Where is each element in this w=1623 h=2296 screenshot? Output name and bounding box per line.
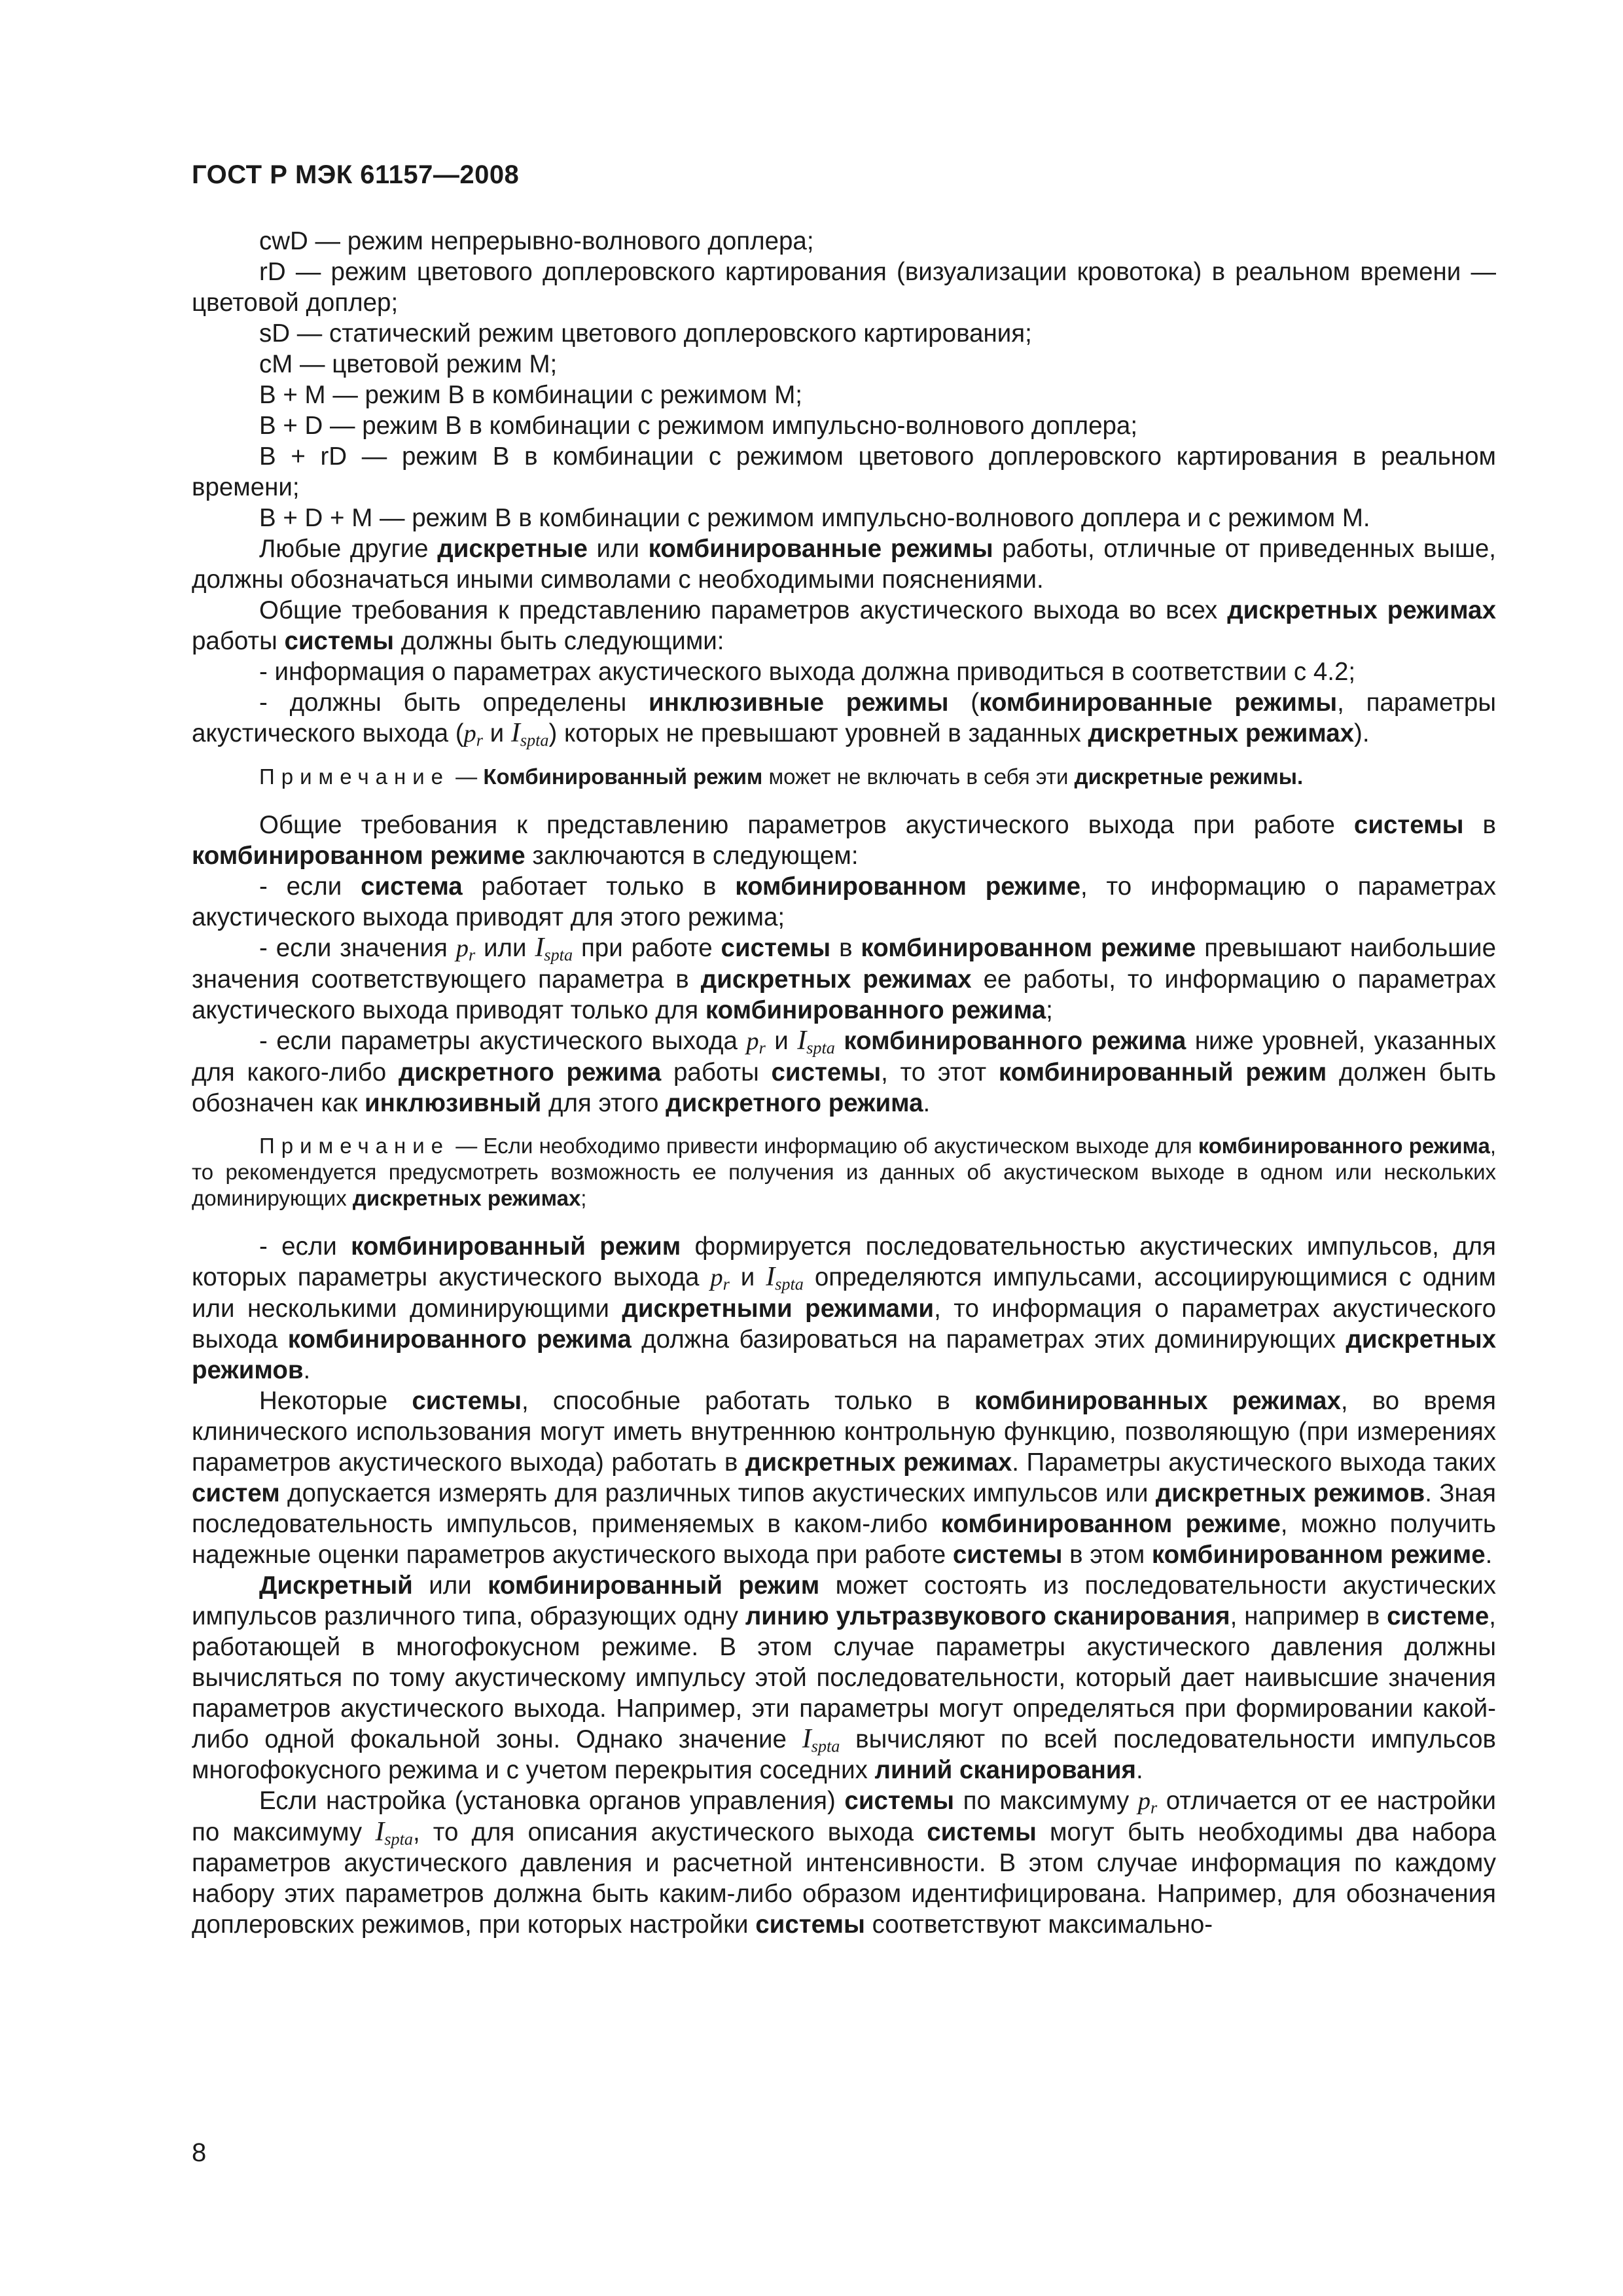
mode-cwd: cwD — режим непрерывно-волнового доплера; (259, 227, 814, 255)
mode-b-d: В + D — режим В в комбинации с режимом импульсно-волнового доплера; (259, 412, 1138, 440)
note-1: Примечание — Комбинированный режим может не включать в себя эти дискретные режимы. (259, 764, 1304, 789)
mode-b-m: В + М — режим В в комбинации с режимом М; (259, 381, 802, 409)
mode-sd: sD — статический режим цветового доплеровского картирования; (259, 319, 1032, 348)
paragraph-discrete-or-combined: Дискретный или комбинированный режим может состоять из последовательности акустических импульсов различного типа, образующих одну линию ультразвукового сканирования, например в системе, работающей в многофокусном режиме. В этом случае параметры акустического давления должны вычисляться по тому акустическому импульсу этой последовательности, который дает наивысшие значения параметров акустического выхода. Например, эти параметры могут определяться при формировании какой-либо одной фокальной зоны. Однако значение $I_{spta}$ вычисляют по всей последовательности импульсов многофокусного режима и с учетом перекрытия соседних линий сканирования. (192, 1571, 1496, 1784)
note-2: Примечание — Если необходимо привести информацию об акустическом выходе для комбинированного режима, то рекомендуется предусмотреть возможность ее получения из данных об акустическом выходе в одном или нескольких доминирующих дискретных режимах; (192, 1134, 1496, 1210)
page-number: 8 (192, 2138, 207, 2167)
list-item-4-2: - информация о параметрах акустического выхода должна приводиться в соответствии с 4.2; (259, 658, 1356, 686)
list-item-inclusive-modes: - должны быть определены инклюзивные режимы (комбинированные режимы, параметры акустического выхода ($p_r$ и $I_{spta}$) которых не превышают уровней в заданных дискретных режимах). (192, 689, 1496, 750)
paragraph-general-requirements: Общие требования к представлению параметров акустического выхода во всех дискретных режимах работы системы должны быть следующими: (192, 596, 1496, 655)
paragraph-settings: Если настройка (установка органов управления) системы по максимуму $p_r$ отличается от ее настройки по максимуму $I_{spta}$, то для описания акустического выхода системы могут быть необходимы два набора параметров акустического давления и расчетной интенсивности. В этом случае информация по каждому набору этих параметров должна быть каким-либо образом идентифицирована. Например, для обозначения доплеровских режимов, при которых настройки системы соответствуют максимально- (192, 1787, 1497, 1939)
mode-rd: rD — режим цветового доплеровского картирования (визуализации кровотока) в реальном времени — цветовой доплер; (192, 258, 1496, 317)
paragraph-some-systems: Некоторые системы, способные работать только в комбинированных режимах, во время клинического использования могут иметь внутреннюю контрольную функцию, позволяющую (при измерениях параметров акустического выхода) работать в дискретных режимах. Параметры акустического выхода таких систем допускается измерять для различных типов акустических импульсов или дискретных режимов. Зная последовательность импульсов, применяемых в каком-либо комбинированном режиме, можно получить надежные оценки параметров акустического выхода при работе системы в этом комбинированном режиме. (192, 1387, 1496, 1569)
paragraph-other-modes: Любые другие дискретные или комбинированные режимы работы, отличные от приведенных выше, должны обозначаться иными символами с необходимыми пояснениями. (192, 535, 1497, 594)
list-item-combined-only: - если система работает только в комбинированном режиме, то информацию о параметрах акустического выхода приводят для этого режима; (192, 872, 1496, 931)
list-item-below: - если параметры акустического выхода $p_r$ и $I_{spta}$ комбинированного режима ниже уровней, указанных для какого-либо дискретного режима работы системы, то этот комбинированный режим должен быть обозначен как инклюзивный для этого дискретного режима. (192, 1026, 1497, 1117)
mode-b-rd: В + rD — режим В в комбинации с режимом цветового доплеровского картирования в реальном времени; (192, 442, 1496, 501)
list-item-pulse-sequence: - если комбинированный режим формируется последовательностью акустических импульсов, для которых параметры акустического выхода $p_r$ и $I_{spta}$ определяются импульсами, ассоциирующимися с одним или несколькими доминирующими дискретными режимами, то информация о параметрах акустического выхода комбинированного режима должна базироваться на параметрах этих доминирующих дискретных режимов. (192, 1232, 1497, 1384)
paragraph-combined-requirements: Общие требования к представлению параметров акустического выхода при работе системы в комбинированном режиме заключаются в следующем: (192, 811, 1496, 870)
mode-b-d-m: В + D + М — режим В в комбинации с режимом импульсно-волнового доплера и с режимом М. (259, 504, 1370, 532)
list-item-exceeds: - если значения $p_r$ или $I_{spta}$ при работе системы в комбинированном режиме превышают наибольшие значения соответствующего параметра в дискретных режимах ее работы, то информацию о параметрах акустического выхода приводят только для комбинированного режима; (192, 933, 1496, 1024)
mode-cm: cM — цветовой режим М; (259, 350, 558, 378)
page-body (192, 226, 1496, 1940)
document-header: ГОСТ Р МЭК 61157—2008 (192, 160, 520, 189)
